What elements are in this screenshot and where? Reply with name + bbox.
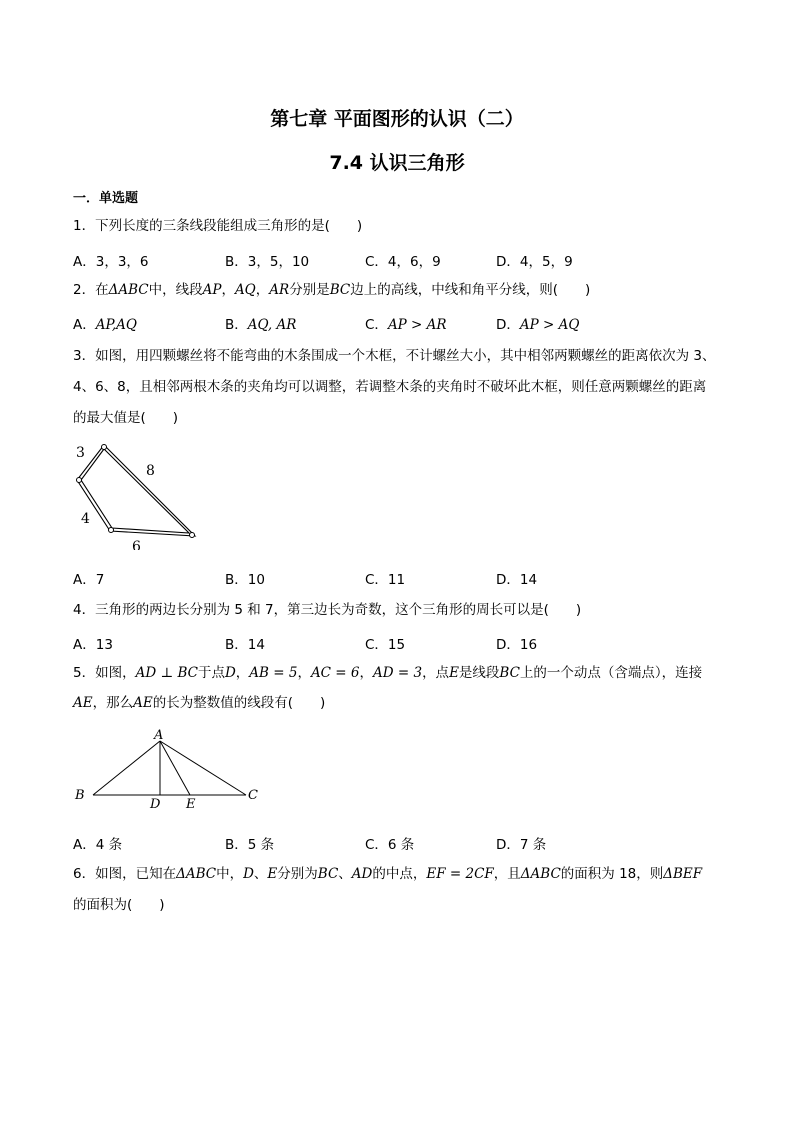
q2-option-a[interactable]: A．AP,AQ bbox=[73, 317, 137, 333]
q3-option-d[interactable]: D．14 bbox=[496, 572, 538, 588]
q1-option-c[interactable]: C．4，6，9 bbox=[365, 254, 441, 270]
q5-option-a[interactable]: A．4 条 bbox=[73, 837, 123, 853]
q3-figure bbox=[70, 438, 210, 550]
label-a: A bbox=[154, 728, 164, 743]
q5-option-c[interactable]: C．6 条 bbox=[365, 837, 415, 853]
q5-stem-line1: 5．如图，AD ⊥ BC于点D，AB = 5，AC = 6，AD = 3，点E是线段BC上的一个动点（含端点），连接 bbox=[73, 665, 703, 681]
label-b: B bbox=[75, 788, 85, 803]
q1-option-b[interactable]: B．3，5，10 bbox=[225, 254, 310, 270]
q4-option-a[interactable]: A．13 bbox=[73, 637, 113, 653]
label-d: D bbox=[150, 797, 161, 810]
q5-figure bbox=[70, 728, 270, 810]
q1-stem: 1．下列长度的三条线段能组成三角形的是( ) bbox=[73, 218, 363, 234]
frame-outer bbox=[77, 445, 195, 536]
q2-option-d[interactable]: D．AP > AQ bbox=[496, 317, 580, 333]
q2-option-b[interactable]: B．AQ, AR bbox=[225, 317, 297, 333]
segment-ac bbox=[160, 741, 246, 795]
q2-stem: 2．在ΔABC中，线段AP，AQ，AR分别是BC边上的高线，中线和角平分线，则( ) bbox=[73, 282, 591, 298]
q3-stem-line1: 3．如图，用四颗螺丝将不能弯曲的木条围成一个木框，不计螺丝大小，其中相邻两颗螺丝的距离依次为 3、 bbox=[73, 348, 716, 364]
q6-stem-line1: 6．如图，已知在ΔABC中，D、E分别为BC、AD的中点，EF = 2CF，且ΔABC的面积为 18，则ΔBEF bbox=[73, 866, 703, 882]
screw-bottom-right bbox=[190, 533, 195, 538]
segment-ae bbox=[160, 741, 190, 795]
label-c: C bbox=[248, 788, 258, 803]
section-title: 7.4 认识三角形 bbox=[329, 152, 465, 174]
q6-stem-line2: 的面积为( ) bbox=[73, 897, 165, 913]
q1-option-d[interactable]: D．4，5，9 bbox=[496, 254, 573, 270]
q4-option-b[interactable]: B．14 bbox=[225, 637, 265, 653]
q3-stem-line3: 的最大值是( ) bbox=[73, 410, 179, 426]
q5-stem-line2: AE，那么AE的长为整数值的线段有( ) bbox=[73, 695, 326, 711]
q3-option-a[interactable]: A．7 bbox=[73, 572, 105, 588]
screw-bottom-left bbox=[109, 528, 114, 533]
q2-option-c[interactable]: C．AP > AR bbox=[365, 317, 447, 333]
q3-stem-line2: 4、6、8，且相邻两根木条的夹角均可以调整，若调整木条的夹角时不破坏此木框，则任意两颗螺丝的距离 bbox=[73, 379, 707, 395]
segment-ab bbox=[93, 741, 160, 795]
q5-option-d[interactable]: D．7 条 bbox=[496, 837, 547, 853]
q1-option-a[interactable]: A．3，3，6 bbox=[73, 254, 149, 270]
q4-stem: 4．三角形的两边长分别为 5 和 7，第三边长为奇数，这个三角形的周长可以是( ) bbox=[73, 602, 582, 618]
q4-option-c[interactable]: C．15 bbox=[365, 637, 406, 653]
q5-option-b[interactable]: B．5 条 bbox=[225, 837, 275, 853]
q2-options bbox=[73, 313, 713, 333]
label-e: E bbox=[186, 797, 196, 810]
q3-options bbox=[73, 568, 713, 588]
q5-options bbox=[73, 833, 713, 853]
label-8: 8 bbox=[146, 463, 155, 479]
chapter-title: 第七章 平面图形的认识（二） bbox=[270, 108, 524, 130]
frame-inner bbox=[81, 449, 189, 533]
q3-option-c[interactable]: C．11 bbox=[365, 572, 406, 588]
section-heading: 一．单选题 bbox=[73, 191, 139, 206]
q4-option-d[interactable]: D．16 bbox=[496, 637, 538, 653]
q4-options bbox=[73, 633, 713, 653]
screw-left bbox=[77, 478, 82, 483]
q1-options bbox=[73, 250, 713, 270]
q3-option-b[interactable]: B．10 bbox=[225, 572, 265, 588]
screw-top bbox=[102, 445, 107, 450]
label-4: 4 bbox=[81, 511, 90, 527]
label-6: 6 bbox=[132, 539, 141, 550]
label-3: 3 bbox=[76, 445, 85, 461]
